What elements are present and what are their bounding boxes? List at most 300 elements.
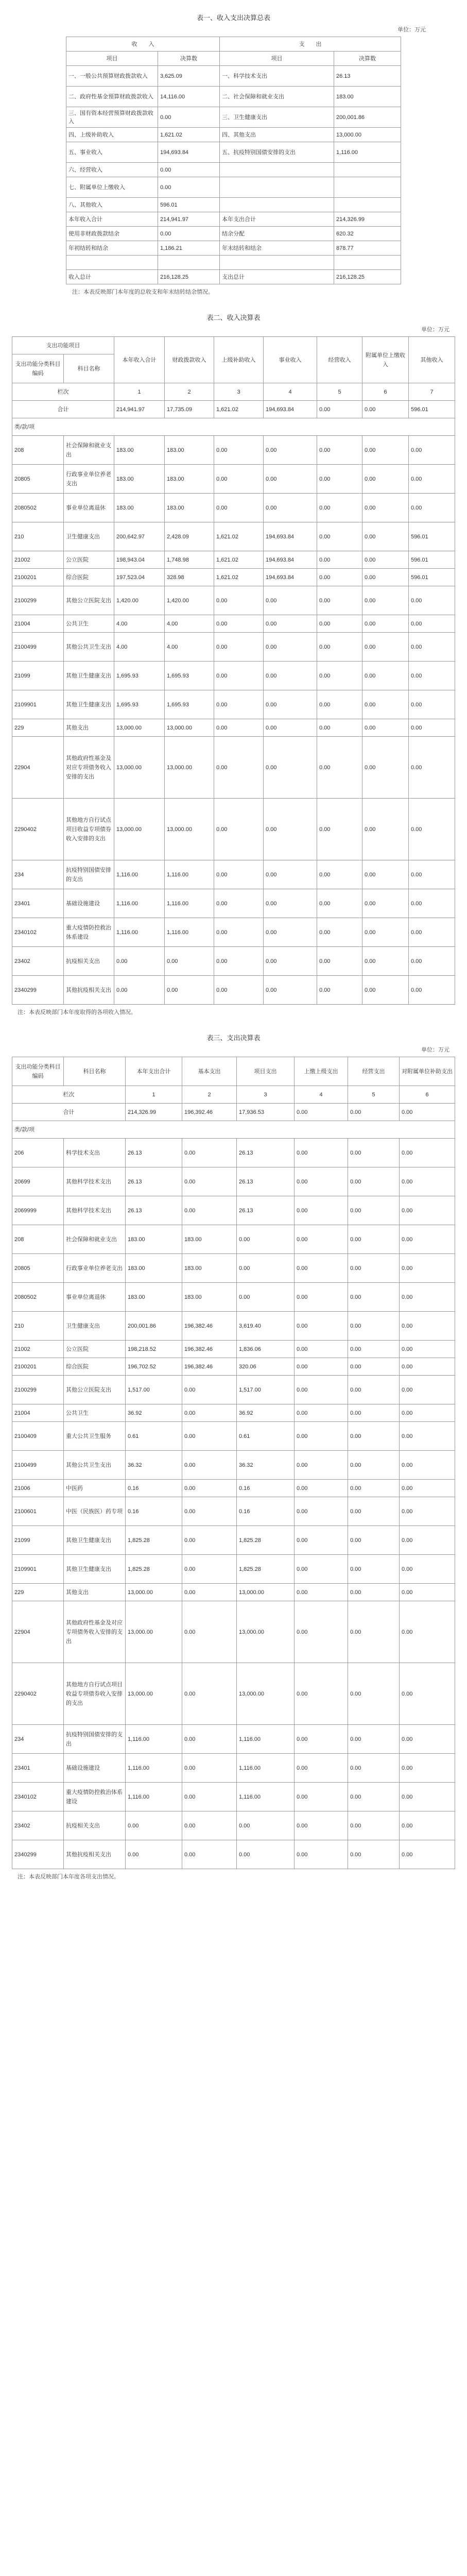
row-value: 1,825.28 (126, 1526, 182, 1555)
row-value: 0.00 (295, 1584, 348, 1601)
row-code: 229 (12, 719, 64, 737)
table-row (12, 551, 455, 569)
row-value: 0.00 (317, 860, 362, 889)
row-value: 1,116.00 (114, 918, 165, 947)
row-value: 0.00 (237, 1254, 295, 1283)
row-value: 0.00 (214, 918, 264, 947)
row-item: 七、附属单位上缴收入 (66, 177, 158, 198)
row-value: 0.00 (126, 1840, 182, 1869)
row-value: 0.00 (400, 1404, 455, 1422)
row-code: 210 (12, 522, 64, 551)
row-value: 1,621.02 (214, 569, 264, 586)
row-value: 183.00 (126, 1225, 182, 1254)
table1-note: 注：本表反映部门本年度的总收支和年末结转结余情况。 (72, 289, 214, 295)
row-value: 13,000.00 (165, 737, 214, 799)
table3-header-col: 基本支出 (182, 1057, 237, 1086)
row-name: 中医（民族医）药专项 (64, 1497, 126, 1526)
row-value: 0.00 (348, 1725, 400, 1754)
table3-unit: 单位：万元 (421, 1047, 449, 1053)
row-code: 234 (12, 1725, 64, 1754)
row-name: 其他科学技术支出 (64, 1167, 126, 1196)
row-value: 1,825.28 (126, 1555, 182, 1584)
row-value: 0.00 (362, 799, 409, 860)
row-name: 其他支出 (64, 1584, 126, 1601)
table-row (66, 128, 401, 142)
row-value: 0.00 (264, 918, 317, 947)
row-value: 0.00 (317, 569, 362, 586)
table-row (12, 1584, 455, 1601)
row-value: 1,116.00 (114, 889, 165, 918)
row-value: 0.00 (214, 494, 264, 522)
row-name: 公立医院 (64, 1341, 126, 1358)
row-value: 0.00 (295, 1254, 348, 1283)
row-value: 0.00 (348, 1663, 400, 1725)
table-row (12, 737, 455, 799)
row-item: 一、一般公共预算财政拨款收入 (66, 66, 158, 87)
row-value: 183.00 (114, 436, 165, 465)
row-value: 0.00 (295, 1725, 348, 1754)
table-row (66, 270, 401, 284)
row-code: 2100499 (12, 633, 64, 662)
row-value: 0.00 (182, 1725, 237, 1754)
row-amount: 194,693.84 (158, 142, 220, 163)
row-value: 0.00 (295, 1376, 348, 1404)
row-value: 0.00 (409, 799, 455, 860)
row-value: 194,693.84 (264, 569, 317, 586)
table-row (12, 1139, 455, 1167)
table-row (12, 1404, 455, 1422)
table3-colnum: 6 (400, 1086, 455, 1104)
row-value: 0.00 (295, 1555, 348, 1584)
row-value: 4.00 (165, 633, 214, 662)
section-income-expense-summary (5, 9, 462, 296)
row-item: 四、上级补助收入 (66, 128, 158, 142)
row-value: 0.00 (237, 1225, 295, 1254)
row-value: 1,748.98 (165, 551, 214, 569)
row-value: 0.00 (362, 465, 409, 494)
row-code: 22904 (12, 1601, 64, 1663)
row-amount: 1,186.21 (158, 241, 220, 256)
table3-total-cell: 196,392.46 (182, 1104, 237, 1121)
table2-colnum: 5 (317, 383, 362, 401)
row-value: 1,116.00 (126, 1754, 182, 1783)
table3-total-label: 合计 (12, 1104, 126, 1121)
row-name: 抗疫特别国债安排的支出 (64, 860, 114, 889)
row-amount: 0.00 (158, 163, 220, 177)
row-value: 0.00 (409, 719, 455, 737)
table-row (66, 227, 401, 241)
row-value: 0.00 (400, 1663, 455, 1725)
table3-total-cell: 17,936.53 (237, 1104, 295, 1121)
row-value: 0.00 (182, 1663, 237, 1725)
row-code: 2100409 (12, 1422, 64, 1451)
row-value: 0.00 (400, 1725, 455, 1754)
row-value: 0.00 (214, 662, 264, 690)
row-value: 0.00 (362, 551, 409, 569)
row-code: 2340299 (12, 976, 64, 1005)
row-value: 0.00 (400, 1196, 455, 1225)
row-value: 1,116.00 (126, 1725, 182, 1754)
table-row (12, 1555, 455, 1584)
row-value: 0.16 (126, 1480, 182, 1497)
row-name: 重大疫情防控救治体系建设 (64, 1783, 126, 1811)
table2-colnum: 7 (409, 383, 455, 401)
row-name: 社会保障和就业支出 (64, 1225, 126, 1254)
table2-colnum-row (12, 383, 455, 401)
row-name: 事业单位离退休 (64, 494, 114, 522)
row-value: 1,420.00 (165, 586, 214, 615)
row-amount: 3,625.09 (158, 66, 220, 87)
row-value: 13,000.00 (126, 1663, 182, 1725)
row-value: 0.00 (264, 586, 317, 615)
row-value: 13,000.00 (165, 719, 214, 737)
table-row (12, 1725, 455, 1754)
row-value: 0.00 (182, 1196, 237, 1225)
row-value: 0.00 (409, 737, 455, 799)
row-value: 0.00 (214, 799, 264, 860)
table2-colnum: 1 (114, 383, 165, 401)
row-item: 六、经营收入 (66, 163, 158, 177)
table1-col-item: 项目 (66, 52, 158, 66)
row-value: 0.00 (214, 976, 264, 1005)
table3-header-code: 支出功能分类科目编码 (12, 1057, 64, 1086)
row-value: 0.00 (409, 889, 455, 918)
row-value: 0.00 (295, 1663, 348, 1725)
row-value: 0.00 (362, 889, 409, 918)
row-value: 26.13 (237, 1139, 295, 1167)
table2-header-col: 本年收入合计 (114, 337, 165, 383)
row-name: 其他支出 (64, 719, 114, 737)
row-value: 0.00 (317, 465, 362, 494)
table-row (12, 1480, 455, 1497)
row-value: 0.00 (182, 1497, 237, 1526)
row-name: 其他公立医院支出 (64, 586, 114, 615)
row-name: 其他公共卫生支出 (64, 633, 114, 662)
row-value: 0.00 (400, 1783, 455, 1811)
row-name: 其他卫生健康支出 (64, 1526, 126, 1555)
row-value: 0.00 (182, 1526, 237, 1555)
row-value: 0.00 (400, 1422, 455, 1451)
row-value: 0.16 (237, 1480, 295, 1497)
table-row (12, 522, 455, 551)
row-value: 0.00 (400, 1754, 455, 1783)
row-item: 年末结转和结余 (220, 241, 334, 256)
row-amount: 0.00 (158, 177, 220, 198)
row-item: 收入总计 (66, 270, 158, 284)
row-code: 20805 (12, 465, 64, 494)
row-code: 21004 (12, 1404, 64, 1422)
row-value: 1,621.02 (214, 551, 264, 569)
row-value: 198,943.04 (114, 551, 165, 569)
row-code: 2290402 (12, 1663, 64, 1725)
row-value: 0.00 (182, 1404, 237, 1422)
table-row (12, 633, 455, 662)
row-value: 1,695.93 (114, 690, 165, 719)
table3-total-cell: 214,326.99 (126, 1104, 182, 1121)
row-item: 使用非财政拨款结余 (66, 227, 158, 241)
row-code: 21099 (12, 1526, 64, 1555)
row-item: 二、社会保障和就业支出 (220, 87, 334, 107)
table2-unit: 单位：万元 (421, 327, 449, 333)
row-code: 2340102 (12, 918, 64, 947)
row-value: 0.00 (295, 1283, 348, 1312)
row-value: 0.00 (214, 947, 264, 976)
table2-header-name: 科目名称 (64, 354, 114, 383)
table3-title: 表三、支出决算表 (206, 1034, 261, 1042)
row-value: 0.00 (348, 1754, 400, 1783)
row-value: 0.00 (317, 737, 362, 799)
row-value: 0.00 (348, 1783, 400, 1811)
row-value: 0.00 (295, 1783, 348, 1811)
row-value: 0.00 (409, 615, 455, 633)
row-value: 0.00 (295, 1341, 348, 1358)
row-value: 0.00 (400, 1601, 455, 1663)
table-row (12, 1254, 455, 1283)
row-value: 0.00 (182, 1139, 237, 1167)
row-name: 抗疫相关支出 (64, 947, 114, 976)
row-value: 3,619.40 (237, 1312, 295, 1341)
row-value: 1,116.00 (237, 1754, 295, 1783)
row-value: 4.00 (114, 615, 165, 633)
table3-header-col: 对附属单位补助支出 (400, 1057, 455, 1086)
row-value: 0.00 (400, 1811, 455, 1840)
row-code: 21006 (12, 1480, 64, 1497)
table-row (12, 1283, 455, 1312)
row-value: 0.00 (295, 1225, 348, 1254)
row-value: 13,000.00 (114, 719, 165, 737)
row-value: 0.00 (295, 1358, 348, 1376)
table2-header-col: 事业收入 (264, 337, 317, 383)
row-value: 4.00 (165, 615, 214, 633)
row-name: 基础设施建设 (64, 889, 114, 918)
row-value: 0.00 (317, 976, 362, 1005)
row-name: 其他卫生健康支出 (64, 1555, 126, 1584)
row-amount: 200,001.86 (334, 107, 401, 128)
row-name: 其他科学技术支出 (64, 1196, 126, 1225)
table2-total-cell: 17,735.09 (165, 401, 214, 418)
row-value: 0.00 (362, 690, 409, 719)
table1-unit: 单位：万元 (397, 27, 426, 33)
row-value: 200,001.86 (126, 1312, 182, 1341)
row-value: 0.00 (409, 436, 455, 465)
row-value: 0.00 (348, 1283, 400, 1312)
row-value: 0.00 (348, 1312, 400, 1341)
row-value: 13,000.00 (126, 1601, 182, 1663)
row-value: 1,517.00 (126, 1376, 182, 1404)
row-value: 36.32 (237, 1451, 295, 1480)
row-name: 社会保障和就业支出 (64, 436, 114, 465)
row-value: 1,116.00 (165, 860, 214, 889)
row-value: 0.00 (362, 586, 409, 615)
table1-title: 表一、收入支出决算总表 (196, 14, 270, 22)
table1-header-expense: 支 出 (220, 37, 401, 52)
row-code: 2100601 (12, 1497, 64, 1526)
row-value: 0.00 (214, 633, 264, 662)
row-value: 0.00 (400, 1526, 455, 1555)
row-value: 0.00 (362, 494, 409, 522)
row-amount: 214,941.97 (158, 212, 220, 227)
row-name: 公共卫生 (64, 1404, 126, 1422)
row-value: 183.00 (165, 494, 214, 522)
row-value: 0.00 (400, 1451, 455, 1480)
row-value: 0.00 (400, 1840, 455, 1869)
row-value: 13,000.00 (237, 1584, 295, 1601)
row-value: 0.00 (348, 1451, 400, 1480)
table-row (12, 586, 455, 615)
row-value: 0.00 (295, 1811, 348, 1840)
table2-header-col: 其他收入 (409, 337, 455, 383)
table-row (12, 690, 455, 719)
row-name: 其他卫生健康支出 (64, 662, 114, 690)
row-value: 196,382.46 (182, 1312, 237, 1341)
row-value: 0.00 (348, 1584, 400, 1601)
row-code: 206 (12, 1139, 64, 1167)
table2-subclass-row (12, 418, 455, 436)
row-amount (334, 256, 401, 270)
row-value: 183.00 (182, 1254, 237, 1283)
row-name: 行政事业单位养老支出 (64, 465, 114, 494)
row-value: 0.00 (214, 586, 264, 615)
row-value: 0.00 (264, 436, 317, 465)
row-value: 0.00 (348, 1480, 400, 1497)
table2-total-row (12, 401, 455, 418)
row-value: 0.00 (264, 889, 317, 918)
row-value: 0.00 (295, 1480, 348, 1497)
row-code: 20805 (12, 1254, 64, 1283)
table-row (66, 107, 401, 128)
row-code: 22904 (12, 737, 64, 799)
row-value: 0.00 (264, 633, 317, 662)
row-value: 0.00 (114, 947, 165, 976)
table-row (12, 465, 455, 494)
row-code: 229 (12, 1584, 64, 1601)
row-value: 0.00 (295, 1840, 348, 1869)
row-value: 0.00 (409, 494, 455, 522)
row-item (66, 256, 158, 270)
row-value: 197,523.04 (114, 569, 165, 586)
row-name: 其他抗疫相关支出 (64, 1840, 126, 1869)
row-item (220, 163, 334, 177)
row-value: 0.00 (348, 1526, 400, 1555)
row-value: 0.00 (400, 1555, 455, 1584)
row-value: 0.00 (264, 662, 317, 690)
row-value: 0.00 (264, 947, 317, 976)
row-value: 0.00 (295, 1422, 348, 1451)
row-item: 本年收入合计 (66, 212, 158, 227)
row-value: 13,000.00 (114, 799, 165, 860)
row-value: 1,836.06 (237, 1341, 295, 1358)
row-value: 26.13 (126, 1139, 182, 1167)
table-row (12, 662, 455, 690)
row-name: 重大疫情防控救治体系建设 (64, 918, 114, 947)
row-name: 事业单位离退休 (64, 1283, 126, 1312)
row-value: 1,621.02 (214, 522, 264, 551)
row-value: 0.00 (295, 1754, 348, 1783)
row-item (220, 198, 334, 212)
row-value: 0.61 (126, 1422, 182, 1451)
row-value: 26.13 (237, 1196, 295, 1225)
row-value: 0.00 (348, 1196, 400, 1225)
row-code: 23401 (12, 1754, 64, 1783)
table-row (12, 1601, 455, 1663)
row-value: 0.00 (214, 719, 264, 737)
table-row (66, 142, 401, 163)
row-value: 0.00 (264, 860, 317, 889)
row-value: 1,116.00 (165, 918, 214, 947)
row-value: 2,428.09 (165, 522, 214, 551)
table-row (66, 177, 401, 198)
table2-colnum: 4 (264, 383, 317, 401)
row-value: 0.00 (348, 1404, 400, 1422)
table3-total-cell: 0.00 (400, 1104, 455, 1121)
table-row (12, 1783, 455, 1811)
row-item: 二、政府性基金预算财政拨款收入 (66, 87, 158, 107)
table2-colnum: 3 (214, 383, 264, 401)
row-item: 四、其他支出 (220, 128, 334, 142)
row-value: 1,116.00 (165, 889, 214, 918)
row-value: 0.00 (317, 436, 362, 465)
row-value: 0.00 (409, 690, 455, 719)
table3-note: 注：本表反映部门本年度各项支出情况。 (18, 1874, 119, 1880)
row-value: 0.00 (182, 1840, 237, 1869)
row-name: 行政事业单位养老支出 (64, 1254, 126, 1283)
row-value: 0.00 (295, 1139, 348, 1167)
table1-col-item: 项目 (220, 52, 334, 66)
row-code: 2080502 (12, 494, 64, 522)
row-code: 210 (12, 1312, 64, 1341)
table-row (12, 1358, 455, 1376)
table-row (12, 1376, 455, 1404)
row-amount: 0.00 (158, 107, 220, 128)
table2-colnum-label: 栏次 (12, 383, 114, 401)
table-row (12, 1196, 455, 1225)
row-amount: 878.77 (334, 241, 401, 256)
table2-note: 注：本表反映部门本年度取得的各项收入情况。 (18, 1009, 136, 1015)
row-value: 0.00 (400, 1497, 455, 1526)
row-value: 0.00 (348, 1422, 400, 1451)
row-value: 0.00 (409, 860, 455, 889)
row-value: 0.00 (348, 1167, 400, 1196)
row-value: 0.00 (182, 1601, 237, 1663)
row-value: 0.00 (264, 799, 317, 860)
row-value: 0.00 (214, 690, 264, 719)
row-item: 三、国有资本经营预算财政拨款收入 (66, 107, 158, 128)
row-value: 183.00 (114, 494, 165, 522)
row-value: 0.00 (317, 799, 362, 860)
table-row (12, 494, 455, 522)
row-value: 0.00 (264, 465, 317, 494)
row-value: 36.92 (126, 1404, 182, 1422)
row-name: 综合医院 (64, 569, 114, 586)
table2-header-col: 上级补助收入 (214, 337, 264, 383)
table2-colnum: 2 (165, 383, 214, 401)
row-name: 重大公共卫生服务 (64, 1422, 126, 1451)
row-name: 其他地方自行试点项目收益专项债券收入安排的支出 (64, 799, 114, 860)
row-code: 2100299 (12, 586, 64, 615)
table1-header-income: 收 入 (66, 37, 220, 52)
row-value: 0.00 (295, 1601, 348, 1663)
table-row (12, 1811, 455, 1840)
table3-header-col: 本年支出合计 (126, 1057, 182, 1086)
table-row (12, 799, 455, 860)
row-amount: 26.13 (334, 66, 401, 87)
row-code: 23402 (12, 1811, 64, 1840)
table-row (66, 241, 401, 256)
row-amount: 14,116.00 (158, 87, 220, 107)
row-value: 1,420.00 (114, 586, 165, 615)
row-value: 0.00 (400, 1358, 455, 1376)
table2-header-col: 经营收入 (317, 337, 362, 383)
